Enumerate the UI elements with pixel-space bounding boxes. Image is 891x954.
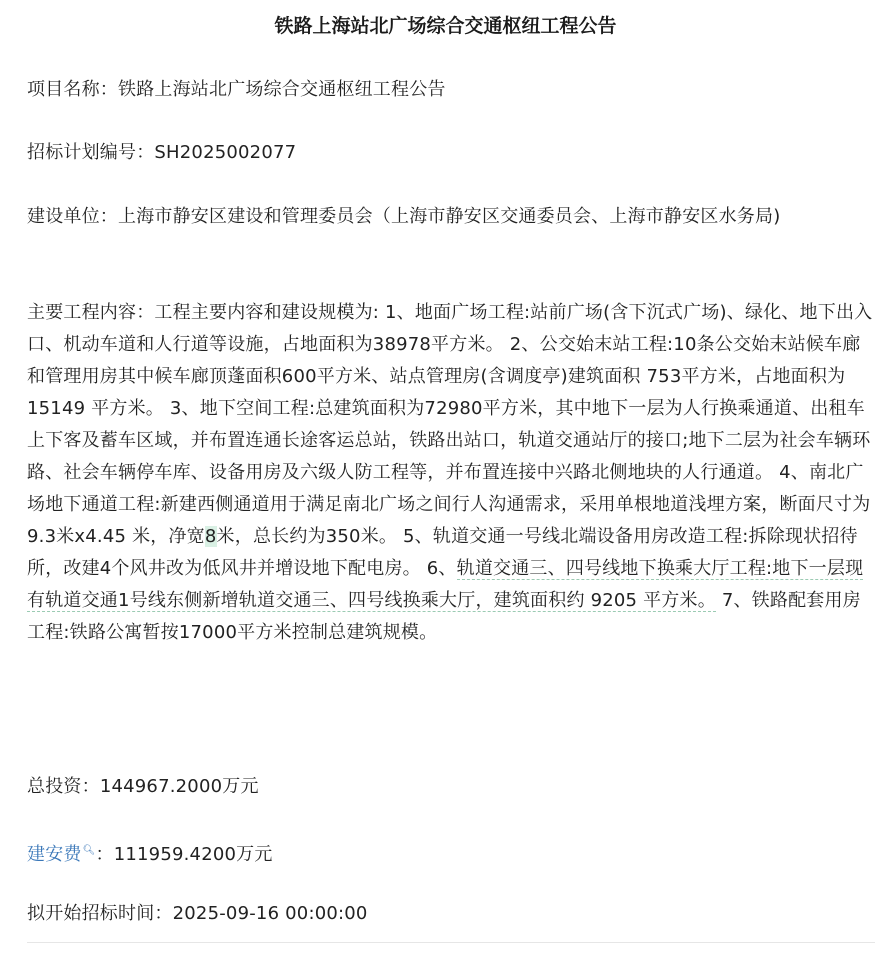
total-investment-value: 144967.2000万元: [99, 776, 259, 797]
plan-number-row: [27, 137, 875, 169]
bottom-divider: [27, 942, 875, 943]
builder-row: [27, 201, 875, 233]
total-investment-row: [27, 771, 875, 803]
main-content-part3: 7、铁路配套用房工程:铁路公寓暂按17000平方米控制总建筑规模。: [27, 590, 861, 643]
construction-fee-link[interactable]: 建安费: [27, 844, 82, 865]
main-content-label: 主要工程内容：: [27, 302, 155, 323]
project-name-row: [27, 74, 875, 106]
plan-number-label: 招标计划编号：: [27, 142, 155, 163]
main-content-part1: 工程主要内容和建设规模为: 1、地面广场工程:站前广场(含下沉式广场)、绿化、地下出入口、机动车道和人行道等设施，占地面积为38978平方米。 2、公交始末站工程:10条公交始末站候车廊和管理用房其中候车廊顶蓬面积600平方米、站点管理房(含调度亭)建筑面积 753平方米，占地面积为15149 平方米。 3、地下空间工程:总建筑面积为72980平方米，其中地下一层为人行换乘通道、出租车上下客及蓄车区域，并布置连通长途客运总站，铁路出站口，轨道交通站厅的接口;地下二层为社会车辆环路、社会车辆停车库、设备用房及六级人防工程等，并布置连接中兴路北侧地块的人行通道。 4、南北广场地下通道工程:新建西侧通道用于满足南北广场之间行人沟通需求，采用单根地道浅埋方案，断面尺寸为9.3米x4.45 米，净宽: [27, 302, 873, 547]
search-icon[interactable]: 🔍︎: [82, 845, 96, 856]
main-content-row: [27, 297, 875, 649]
construction-fee-row: [27, 835, 875, 871]
tender-time-label: 拟开始招标时间：: [27, 903, 173, 924]
total-investment-label: 总投资：: [27, 776, 100, 797]
builder-label: 建设单位：: [27, 206, 118, 227]
tender-time-value: 2025-09-16 00:00:00: [172, 903, 368, 924]
builder-value: 上海市静安区建设和管理委员会（上海市静安区交通委员会、上海市静安区水务局): [118, 206, 781, 227]
project-name-value: 铁路上海站北广场综合交通枢纽工程公告: [118, 79, 446, 100]
tender-time-row: [27, 898, 875, 930]
project-name-label: 项目名称：: [27, 79, 118, 100]
main-content-part2: 米，总长约为350米。 5、轨道交通一号线北端设备用房改造工程:拆除现状招待所，改建4个风井改为低风井并增设地下配电房。 6、: [27, 526, 858, 579]
plan-number-value: SH2025002077: [154, 142, 297, 163]
page-title: 铁路上海站北广场综合交通枢纽工程公告: [274, 15, 617, 37]
construction-fee-separator: ：: [95, 844, 114, 865]
construction-fee-value: 111959.4200万元: [113, 844, 273, 865]
highlighted-text: 8: [204, 526, 217, 547]
dashed-underline-text[interactable]: 轨道交通三、四号线地下换乘大厅工程:地下一层现有轨道交通1号线东侧新增轨道交通三、四号线换乘大厅，建筑面积约 9205 平方米。: [27, 558, 864, 611]
